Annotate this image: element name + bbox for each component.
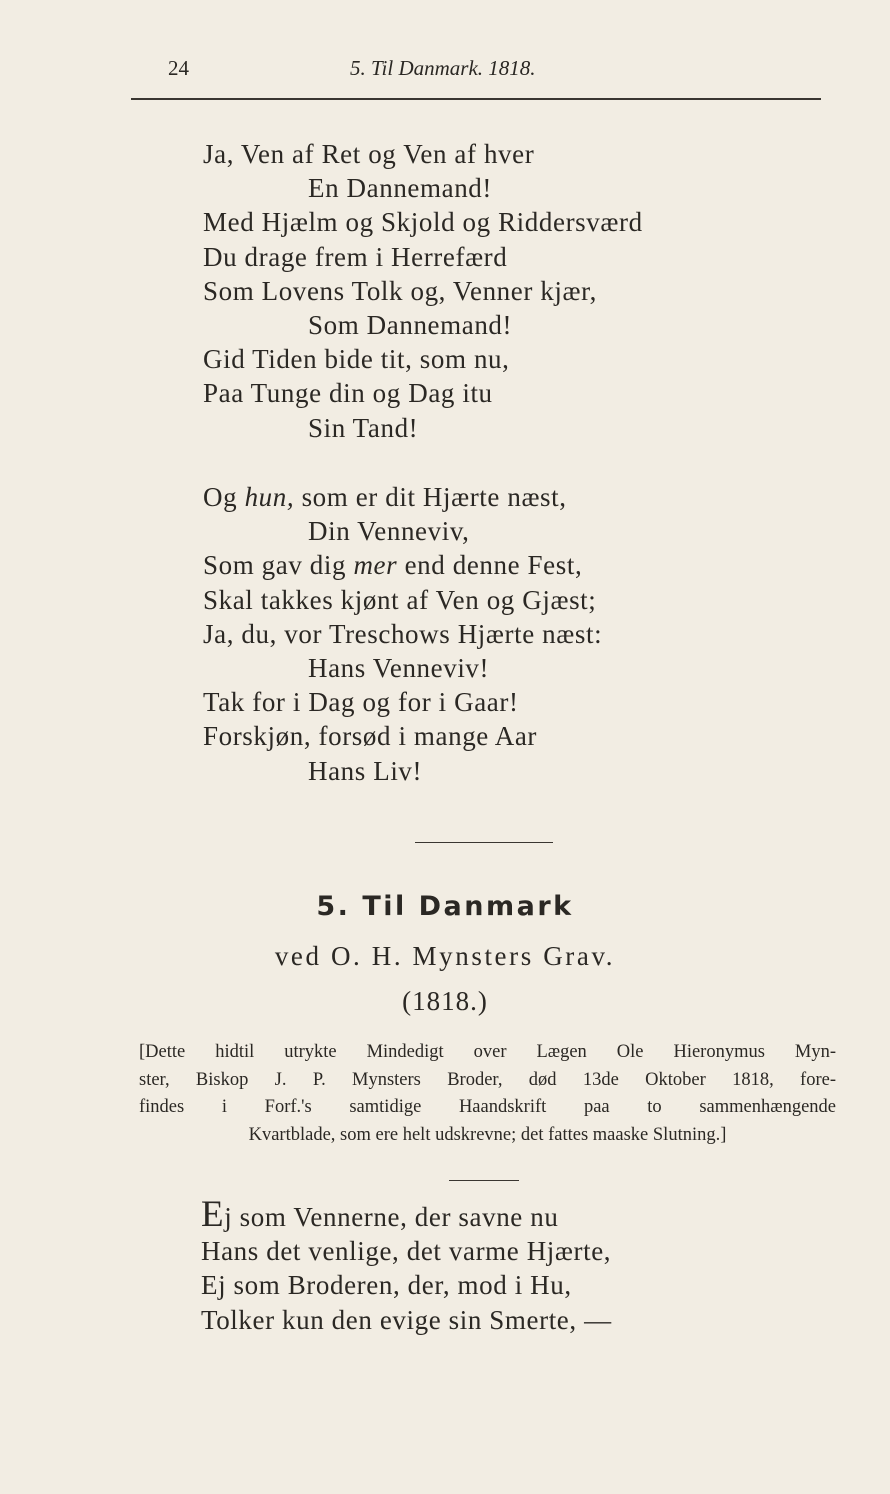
editorial-note — [139, 1039, 836, 1149]
verse-fragment: som er dit Hjærte næst, — [294, 482, 567, 512]
verse-line: Paa Tunge din og Dag itu — [203, 378, 493, 409]
note-line: [Dette hidtil utrykte Mindedigt over Lægen Ole Hieronymus Myn- — [139, 1042, 836, 1062]
verse-line: Hans Liv! — [308, 755, 423, 786]
note-divider — [449, 1180, 519, 1181]
verse-line: Tolker kun den evige sin Smerte, — — [201, 1304, 612, 1335]
verse-line — [201, 1194, 612, 1235]
verse-fragment: end denne Fest, — [397, 550, 583, 581]
verse-fragment: Og — [203, 482, 245, 512]
verse-line: Hans det venlige, det varme Hjærte, — [201, 1236, 612, 1267]
italic-word: hun, — [244, 482, 295, 512]
verse-line: Skal takkes kjønt af Ven og Gjæst; — [203, 584, 597, 615]
verse-line: En Dannemand! — [308, 173, 492, 204]
note-line: findes i Forf.'s samtidige Haandskrift paa to sammenhængende — [139, 1097, 836, 1118]
drop-cap: E — [201, 1194, 225, 1235]
verse-line: Gid Tiden bide tit, som nu, — [203, 344, 510, 375]
verse-line — [203, 548, 602, 582]
page-header — [0, 56, 890, 88]
verse-line: Ej som Broderen, der, mod i Hu, — [201, 1270, 572, 1301]
verse-line: Som Lovens Tolk og, Venner kjær, — [203, 275, 597, 306]
poem-subtitle: ved O. H. Mynsters Grav. — [274, 941, 616, 971]
note-line: ster, Biskop J. P. Mynsters Broder, død 13de Oktober 1818, fore- — [139, 1069, 836, 1090]
verse-fragment: Som gav dig — [203, 550, 354, 581]
verse-line: Du drage frem i Herrefærd — [203, 241, 508, 272]
section-divider — [415, 842, 553, 843]
verse-line: Din Venneviv, — [308, 516, 470, 547]
poem-title: 5. Til Danmark — [316, 891, 574, 922]
verse-line: Som Dannemand! — [308, 309, 513, 340]
page-number: 24 — [168, 56, 189, 80]
verse-line: Ja, du, vor Treschows Hjærte næst: — [203, 618, 603, 649]
verse-line: Forskjøn, forsød i mange Aar — [203, 721, 538, 752]
italic-word: mer — [353, 550, 398, 581]
poem-year: (1818.) — [402, 986, 488, 1016]
stanza-3 — [201, 1194, 612, 1337]
verse-line: Med Hjælm og Skjold og Riddersværd — [203, 207, 643, 238]
verse-line — [203, 480, 602, 514]
header-rule — [131, 98, 821, 100]
verse-line: Tak for i Dag og for i Gaar! — [203, 687, 519, 718]
verse-line: Sin Tand! — [308, 412, 419, 443]
verse-fragment: j som Vennerne, der savne nu — [224, 1202, 559, 1232]
running-title: 5. Til Danmark. 1818. — [350, 56, 536, 80]
verse-line: Hans Venneviv! — [308, 652, 490, 683]
note-line: Kvartblade, som ere helt udskrevne; det fattes maaske Slutning.] — [248, 1124, 727, 1145]
stanza-2 — [203, 480, 602, 788]
stanza-1 — [203, 137, 643, 445]
verse-line: Ja, Ven af Ret og Ven af hver — [203, 139, 535, 169]
